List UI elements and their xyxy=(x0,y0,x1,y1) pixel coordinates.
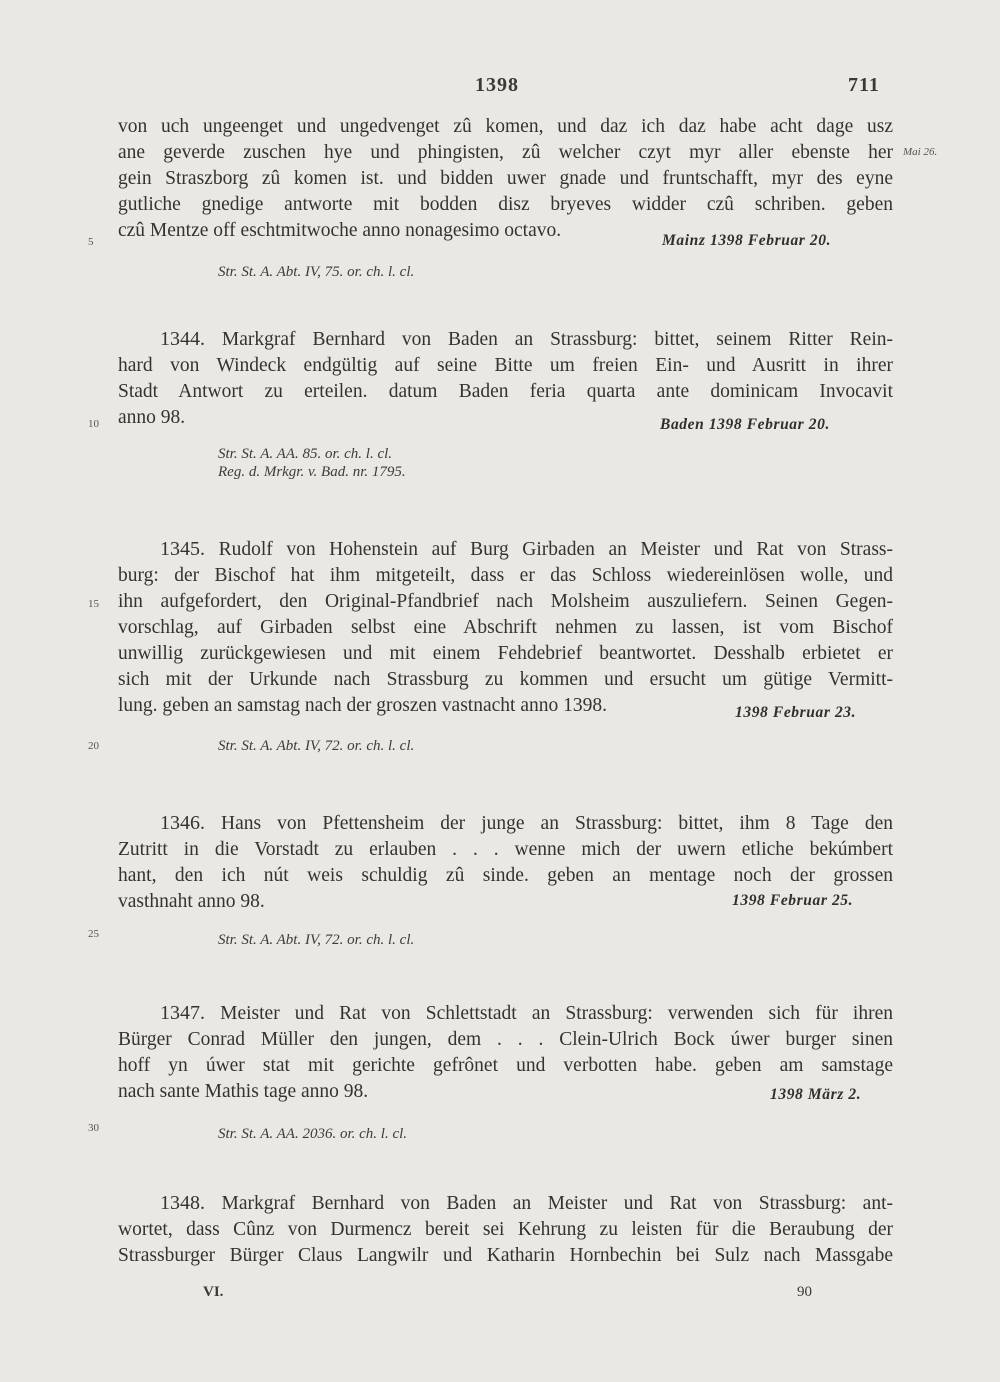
running-head-year: 1398 xyxy=(475,74,519,96)
text-line: Strassburger Bürger Claus Langwilr und Katharin Hornbechin bei Sulz nach Massgabe xyxy=(118,1245,893,1266)
text-line: czû Mentze off eschtmitwoche anno nonagesimo octavo. xyxy=(118,220,562,241)
text-line: vasthnaht anno 98. xyxy=(118,891,265,912)
text-line: nach sante Mathis tage anno 98. xyxy=(118,1081,369,1102)
entry-number: 1347. xyxy=(160,1002,205,1024)
text-line: gutliche gnedige antworte mit bodden disz bryeves widder czû schriben. geben xyxy=(118,194,893,215)
entry-date: 1398 Februar 25. xyxy=(732,892,854,909)
entry-number: 1344. xyxy=(160,328,205,350)
text-line: gein Straszborg zû komen ist. und bidden uwer gnade und fruntschafft, myr des eyne xyxy=(118,168,893,189)
text-line: wortet, dass Cûnz von Durmencz bereit sei Kehrung zu leisten für die Beraubung der xyxy=(118,1219,893,1240)
entry-1348 xyxy=(118,1190,893,1269)
text-line: hant, den ich nút weis schuldig zû sinde. geben an mentage noch der grossen xyxy=(118,865,893,886)
text-line: 1348. Markgraf Bernhard von Baden an Meister und Rat von Strassburg: ant- xyxy=(160,1192,894,1214)
entry-1345 xyxy=(118,536,893,719)
source-reference: Str. St. A. AA. 2036. or. ch. l. cl. xyxy=(218,1126,408,1142)
text-line: von uch ungeenget und ungedvenget zû komen, und daz ich daz habe acht dage usz xyxy=(118,116,893,137)
entry-date: Baden 1398 Februar 20. xyxy=(660,416,830,433)
entry-date: Mainz 1398 Februar 20. xyxy=(662,232,832,249)
text-line: ihn aufgefordert, den Original-Pfandbrief nach Molsheim auszuliefern. Seinen Gegen- xyxy=(118,591,893,612)
text-line: unwillig zurückgewiesen und mit einem Fehdebrief beantwortet. Desshalb erbietet er xyxy=(118,643,893,664)
text-line: hoff yn úwer stat mit gerichte gefrônet und verbotten habe. geben am samstage xyxy=(118,1055,893,1076)
entry-number: 1348. xyxy=(160,1192,205,1214)
text-line: Zutritt in die Vorstadt zu erlauben . . . wenne mich der uwern etliche bekúmbert xyxy=(118,839,893,860)
margin-date: Mai 26. xyxy=(903,146,938,158)
text-line: Bürger Conrad Müller den jungen, dem . . . Clein-Ulrich Bock úwer burger sinen xyxy=(118,1029,893,1050)
text-line: sich mit der Urkunde nach Strassburg zu kommen und ersucht um gütige Vermitt- xyxy=(118,669,893,690)
continuation-text xyxy=(118,114,893,244)
text-line: 1347. Meister und Rat von Schlettstadt an Strassburg: verwenden sich für ihren xyxy=(160,1002,893,1024)
entry-number: 1346. xyxy=(160,812,205,834)
text-line: 1345. Rudolf von Hohenstein auf Burg Girbaden an Meister und Rat von Strass- xyxy=(160,538,894,560)
line-number: 15 xyxy=(88,598,99,610)
entry-date: 1398 März 2. xyxy=(770,1086,862,1103)
entry-number: 1345. xyxy=(160,538,205,560)
source-reference: Str. St. A. Abt. IV, 75. or. ch. l. cl. xyxy=(218,264,415,280)
line-number: 20 xyxy=(88,740,99,752)
signature-mark: VI. xyxy=(203,1284,224,1300)
text-line: lung. geben an samstag nach der groszen vastnacht anno 1398. xyxy=(118,695,607,716)
source-reference: Reg. d. Mrkgr. v. Bad. nr. 1795. xyxy=(218,464,406,480)
text-line: ane geverde zuschen hye und phingisten, zû welcher czyt myr aller ebenste her xyxy=(118,142,893,163)
text-line: Stadt Antwort zu erteilen. datum Baden feria quarta ante dominicam Invocavit xyxy=(118,381,893,402)
line-number: 5 xyxy=(88,236,94,248)
source-reference: Str. St. A. AA. 85. or. ch. l. cl. xyxy=(218,446,393,462)
line-number: 10 xyxy=(88,418,99,430)
text-line: 1344. Markgraf Bernhard von Baden an Strassburg: bittet, seinem Ritter Rein- xyxy=(160,328,894,350)
line-number: 25 xyxy=(88,928,99,940)
sheet-number: 90 xyxy=(797,1284,812,1300)
text-line: 1346. Hans von Pfettensheim der junge an Strassburg: bittet, ihm 8 Tage den xyxy=(160,812,893,834)
entry-date: 1398 Februar 23. xyxy=(735,704,857,721)
page-number: 711 xyxy=(848,74,880,96)
line-number: 30 xyxy=(88,1122,99,1134)
source-reference: Str. St. A. Abt. IV, 72. or. ch. l. cl. xyxy=(218,738,415,754)
text-line: hard von Windeck endgültig auf seine Bitte um freien Ein- und Ausritt in ihrer xyxy=(118,355,893,376)
source-reference: Str. St. A. Abt. IV, 72. or. ch. l. cl. xyxy=(218,932,415,948)
text-line: burg: der Bischof hat ihm mitgeteilt, dass er das Schloss wiedereinlösen wolle, und xyxy=(118,565,893,586)
text-line: anno 98. xyxy=(118,407,186,428)
text-line: vorschlag, auf Girbaden selbst eine Abschrift nehmen zu lassen, ist vom Bischof xyxy=(118,617,893,638)
